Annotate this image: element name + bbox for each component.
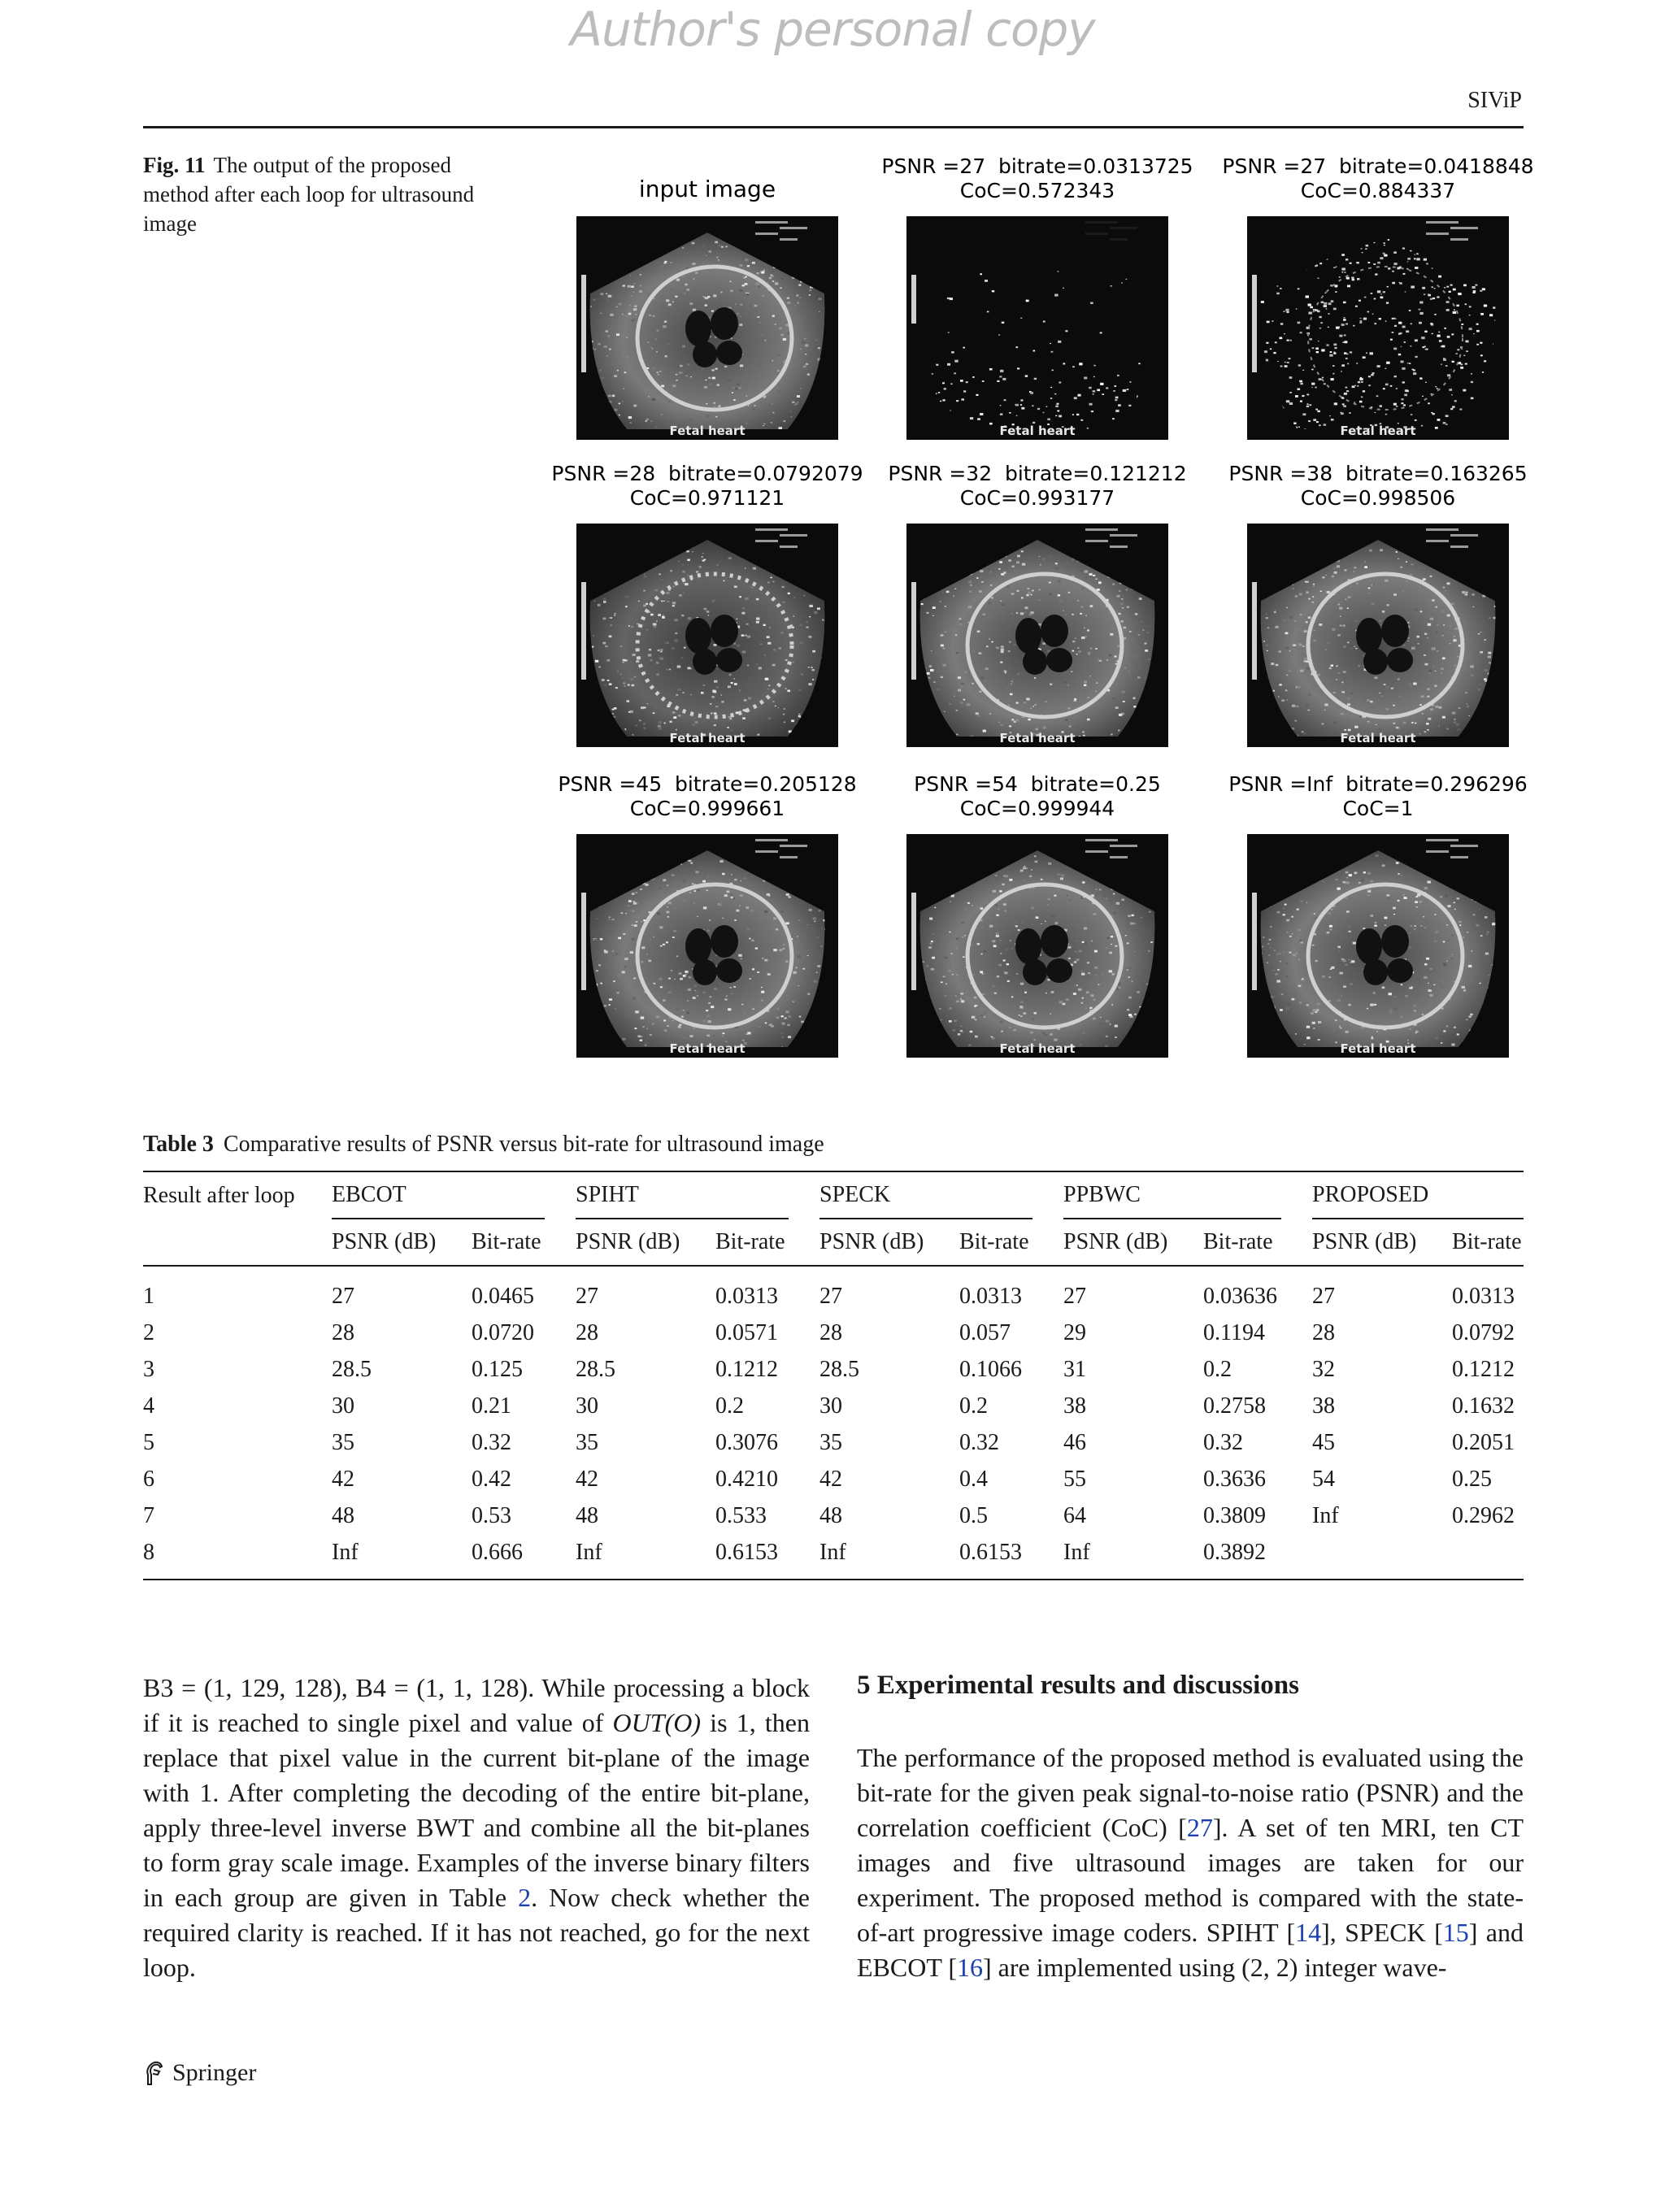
watermark: Author's personal copy	[570, 2, 1095, 57]
psnr-header: PSNR (dB)	[576, 1219, 715, 1266]
group-header: SPECK	[819, 1172, 1032, 1219]
panel-title-line2: CoC=0.993177	[959, 486, 1115, 510]
psnr-cell: Inf	[1312, 1502, 1339, 1528]
bitrate-cell: 0.5	[959, 1502, 988, 1528]
bitrate-cell: 0.2	[959, 1393, 988, 1419]
bitrate-cell: 0.32	[472, 1429, 511, 1455]
loop-number-cell: 7	[143, 1502, 154, 1528]
bitrate-cell: 0.0720	[472, 1319, 534, 1345]
citation-link[interactable]: 16	[956, 1953, 983, 1982]
bitrate-cell: 0.1212	[1452, 1356, 1515, 1382]
table-row	[143, 1424, 1524, 1461]
citation-link[interactable]: 27	[1186, 1813, 1213, 1842]
image-label: Fetal heart	[1340, 1041, 1416, 1056]
table-row	[143, 1534, 1524, 1580]
bitrate-header: Bit-rate	[959, 1219, 1063, 1266]
figure-caption-text: The output of the proposed method after each loop for ultrasound image	[143, 153, 475, 236]
header-rule	[143, 126, 1524, 128]
panel-title-line1: PSNR =Inf bitrate=0.296296	[1228, 772, 1528, 796]
citation-link[interactable]: 14	[1295, 1918, 1322, 1947]
table-caption	[143, 1132, 824, 1158]
figure-panel	[875, 772, 1200, 1058]
bitrate-cell: 0.32	[1203, 1429, 1243, 1455]
loop-number-cell: 3	[143, 1356, 154, 1382]
psnr-header: PSNR (dB)	[1312, 1219, 1452, 1266]
right-column-text	[857, 1740, 1524, 1985]
bitrate-cell: 0.3636	[1203, 1466, 1266, 1492]
bitrate-cell: 0.0313	[1452, 1283, 1515, 1309]
ultrasound-image	[1247, 834, 1509, 1058]
psnr-cell: 42	[332, 1466, 354, 1492]
table-row	[143, 1388, 1524, 1424]
paragraph-text: ], SPECK [	[1321, 1918, 1443, 1947]
bitrate-cell: 0.3076	[715, 1429, 778, 1455]
panel-title-line2: CoC=0.884337	[1300, 179, 1456, 202]
ultrasound-image	[576, 834, 838, 1058]
bitrate-cell: 0.2758	[1203, 1393, 1266, 1419]
bitrate-cell: 0.4210	[715, 1466, 778, 1492]
ultrasound-image	[906, 216, 1168, 440]
psnr-cell: 48	[332, 1502, 354, 1528]
image-label: Fetal heart	[1340, 424, 1416, 438]
bitrate-cell: 0.1632	[1452, 1393, 1515, 1419]
paragraph-text: is 1, then replace that pixel value in the current bit-plane of the image with 1. After completing the decoding of the entire bit-plane, apply three-level inverse BWT and combine all the bit-planes to form gray scale image. Examples of the inverse binary filters in each group are given in Table	[143, 1708, 811, 1912]
panel-title-line1: PSNR =28 bitrate=0.0792079	[551, 462, 863, 485]
panel-title-line2: CoC=0.572343	[959, 179, 1115, 202]
psnr-cell: 42	[819, 1466, 842, 1492]
table-row	[143, 1497, 1524, 1534]
figure-panel	[875, 462, 1200, 747]
ultrasound-image	[1247, 216, 1509, 440]
psnr-cell: 27	[332, 1283, 354, 1309]
psnr-header: PSNR (dB)	[819, 1219, 959, 1266]
psnr-cell: 55	[1063, 1466, 1086, 1492]
figure-label: Fig. 11	[143, 153, 206, 177]
bitrate-cell: 0.4	[959, 1466, 988, 1492]
bitrate-cell: 0.057	[959, 1319, 1011, 1345]
section-heading: 5 Experimental results and discussions	[857, 1671, 1299, 1700]
table-caption-text: Comparative results of PSNR versus bit-rate for ultrasound image	[223, 1132, 824, 1157]
psnr-cell: 30	[576, 1393, 598, 1419]
paragraph-text: ]. A set of ten MRI, ten CT images and five ultrasound images are taken for our experiment. The proposed method is compared with the state-of-art progressive image coders. SPIHT [	[857, 1813, 1524, 1947]
psnr-cell: 31	[1063, 1356, 1086, 1382]
panel-title-line1: PSNR =27 bitrate=0.0313725	[881, 154, 1193, 178]
bitrate-cell: 0.2	[715, 1393, 744, 1419]
table-row	[143, 1266, 1524, 1315]
bitrate-header: Bit-rate	[715, 1219, 819, 1266]
left-column-text	[143, 1671, 810, 1985]
bitrate-cell: 0.2051	[1452, 1429, 1515, 1455]
bitrate-cell	[1452, 1534, 1524, 1580]
psnr-cell: 28.5	[576, 1356, 615, 1382]
loop-number-cell: 4	[143, 1393, 154, 1419]
psnr-cell: Inf	[332, 1534, 472, 1580]
figure-panel	[545, 772, 870, 1058]
figure-caption	[143, 150, 485, 238]
loop-number-cell: 6	[143, 1466, 154, 1492]
paragraph-text: ] and EBCOT [	[857, 1918, 1524, 1982]
loop-number-cell: 8	[143, 1534, 332, 1580]
psnr-cell: 28	[576, 1319, 598, 1345]
bitrate-header: Bit-rate	[1452, 1219, 1524, 1266]
psnr-cell: 48	[819, 1502, 842, 1528]
psnr-cell: 27	[1063, 1283, 1086, 1309]
bitrate-cell: 0.6153	[715, 1534, 819, 1580]
psnr-cell: 64	[1063, 1502, 1086, 1528]
psnr-cell: 28.5	[819, 1356, 859, 1382]
table-row	[143, 1351, 1524, 1388]
loop-number-cell: 5	[143, 1429, 154, 1455]
ultrasound-image	[1247, 524, 1509, 747]
psnr-cell: 32	[1312, 1356, 1335, 1382]
results-table	[143, 1171, 1524, 1580]
image-label: Fetal heart	[999, 731, 1076, 745]
psnr-cell: 28	[332, 1319, 354, 1345]
psnr-cell: 28	[1312, 1319, 1335, 1345]
ultrasound-image	[576, 524, 838, 747]
figure-panel	[1215, 154, 1541, 440]
psnr-cell: Inf	[576, 1534, 715, 1580]
panel-title-line2: CoC=1	[1342, 797, 1414, 820]
paragraph-text: . Now check whether the required clarity is reached. If it has not reached, go for the next loop.	[143, 1883, 811, 1982]
panel-title-line2: CoC=0.998506	[1300, 486, 1456, 510]
publisher-logo	[143, 2059, 256, 2087]
psnr-cell: 46	[1063, 1429, 1086, 1455]
group-header: SPIHT	[576, 1172, 789, 1219]
bitrate-cell: 0.6153	[959, 1534, 1063, 1580]
panel-title-line2: CoC=0.999661	[629, 797, 785, 820]
panel-title-line2: CoC=0.999944	[959, 797, 1115, 820]
bitrate-cell: 0.1212	[715, 1356, 778, 1382]
image-label: Fetal heart	[999, 424, 1076, 438]
bitrate-cell: 0.21	[472, 1393, 511, 1419]
image-label: Fetal heart	[1340, 731, 1416, 745]
bitrate-cell: 0.1066	[959, 1356, 1022, 1382]
panel-title-line1: PSNR =38 bitrate=0.163265	[1228, 462, 1528, 485]
bitrate-cell: 0.1194	[1203, 1319, 1265, 1345]
journal-name: SIViP	[1467, 88, 1522, 113]
bitrate-cell: 0.666	[472, 1534, 576, 1580]
bitrate-cell: 0.3809	[1203, 1502, 1266, 1528]
bitrate-cell: 0.42	[472, 1466, 511, 1492]
figure-panel	[875, 154, 1200, 440]
psnr-cell: 54	[1312, 1466, 1335, 1492]
panel-title-line1: PSNR =45 bitrate=0.205128	[558, 772, 857, 796]
bitrate-header: Bit-rate	[472, 1219, 576, 1266]
psnr-cell: 27	[1312, 1283, 1335, 1309]
psnr-cell: 28.5	[332, 1356, 372, 1382]
table-row	[143, 1461, 1524, 1497]
group-header: EBCOT	[332, 1172, 545, 1219]
psnr-cell: 35	[819, 1429, 842, 1455]
panel-title-line1: PSNR =27 bitrate=0.0418848	[1222, 154, 1534, 178]
psnr-cell: 35	[576, 1429, 598, 1455]
psnr-cell: 42	[576, 1466, 598, 1492]
panel-title-line2: CoC=0.971121	[629, 486, 785, 510]
bitrate-cell: 0.2	[1203, 1356, 1232, 1382]
image-label: Fetal heart	[669, 424, 746, 438]
psnr-cell: 28	[819, 1319, 842, 1345]
psnr-cell	[1312, 1534, 1452, 1580]
paragraph-text: The performance of the proposed method is evaluated using the bit-rate for the given peak signal-to-noise ratio (PSNR) and the correlation coefficient (CoC) [	[857, 1743, 1524, 1842]
figure-panel	[1215, 772, 1541, 1058]
figure-panel	[545, 462, 870, 747]
psnr-cell: 38	[1312, 1393, 1335, 1419]
paragraph-text: B3 = (1, 129, 128), B4 = (1, 1, 128). While processing a block if it is reached to single pixel and value of	[143, 1673, 810, 1737]
psnr-header: PSNR (dB)	[1063, 1219, 1203, 1266]
math-term: OUT(O)	[612, 1708, 701, 1737]
psnr-cell: 45	[1312, 1429, 1335, 1455]
panel-title-line2: input image	[638, 176, 776, 202]
loop-number-cell: 1	[143, 1283, 154, 1309]
loop-number-cell: 2	[143, 1319, 154, 1345]
bitrate-cell: 0.0465	[472, 1283, 534, 1309]
citation-link[interactable]: 15	[1442, 1918, 1469, 1947]
ultrasound-image	[906, 524, 1168, 747]
group-header: PROPOSED	[1312, 1172, 1524, 1219]
bitrate-cell: 0.03636	[1203, 1283, 1277, 1309]
psnr-cell: 27	[819, 1283, 842, 1309]
bitrate-cell: 0.32	[959, 1429, 999, 1455]
figure-panel	[1215, 462, 1541, 747]
ultrasound-image	[906, 834, 1168, 1058]
publisher-name: Springer	[172, 2059, 257, 2086]
panel-title-line1: PSNR =54 bitrate=0.25	[914, 772, 1161, 796]
psnr-cell: Inf	[1063, 1534, 1203, 1580]
psnr-cell: 38	[1063, 1393, 1086, 1419]
bitrate-cell: 0.533	[715, 1502, 767, 1528]
psnr-header: PSNR (dB)	[332, 1219, 472, 1266]
image-label: Fetal heart	[999, 1041, 1076, 1056]
table-row	[143, 1315, 1524, 1351]
psnr-cell: Inf	[819, 1534, 959, 1580]
psnr-cell: 29	[1063, 1319, 1086, 1345]
bitrate-cell: 0.0792	[1452, 1319, 1515, 1345]
bitrate-cell: 0.0313	[715, 1283, 778, 1309]
psnr-cell: 27	[576, 1283, 598, 1309]
psnr-cell: 30	[332, 1393, 354, 1419]
table-label: Table 3	[143, 1132, 214, 1157]
image-label: Fetal heart	[669, 731, 746, 745]
psnr-cell: 35	[332, 1429, 354, 1455]
psnr-cell: 30	[819, 1393, 842, 1419]
ultrasound-image	[576, 216, 838, 440]
paragraph-text: ] are implemented using (2, 2) integer wave-	[982, 1953, 1447, 1982]
group-header: PPBWC	[1063, 1172, 1281, 1219]
image-label: Fetal heart	[669, 1041, 746, 1056]
bitrate-header: Bit-rate	[1203, 1219, 1312, 1266]
bitrate-cell: 0.25	[1452, 1466, 1492, 1492]
bitrate-cell: 0.0313	[959, 1283, 1022, 1309]
bitrate-cell: 0.0571	[715, 1319, 778, 1345]
springer-horse-icon	[143, 2060, 166, 2086]
psnr-cell: 48	[576, 1502, 598, 1528]
bitrate-cell: 0.3892	[1203, 1534, 1312, 1580]
row-header: Result after loop	[143, 1171, 332, 1219]
bitrate-cell: 0.125	[472, 1356, 523, 1382]
table-ref-link[interactable]: 2	[518, 1883, 532, 1912]
figure-panel	[545, 154, 870, 440]
panel-title-line1: PSNR =32 bitrate=0.121212	[888, 462, 1187, 485]
bitrate-cell: 0.2962	[1452, 1502, 1515, 1528]
bitrate-cell: 0.53	[472, 1502, 511, 1528]
